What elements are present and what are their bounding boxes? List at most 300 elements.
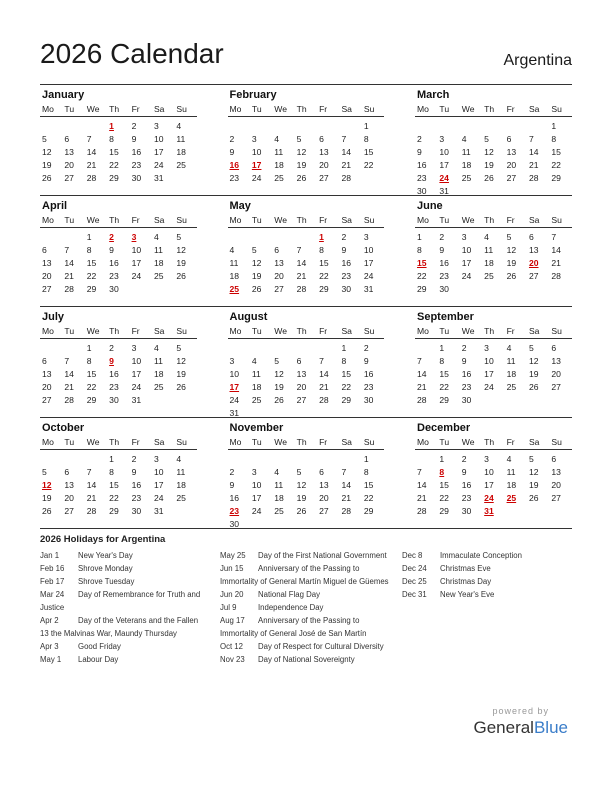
weekday-header: Tu: [62, 214, 84, 228]
holiday-item: [220, 601, 392, 614]
weekday-header: We: [460, 103, 482, 117]
empty-day: [228, 120, 250, 133]
day-cell: 3: [229, 356, 235, 366]
day-cell: 23: [229, 173, 240, 183]
day-cell: 27: [42, 395, 52, 405]
weekday-header: Tu: [250, 436, 272, 450]
day-cell: 2: [417, 134, 422, 144]
day-cell: 28: [341, 506, 352, 516]
day-cell: 10: [363, 245, 374, 255]
day-cell: 26: [251, 284, 262, 294]
day-cell: 7: [341, 467, 347, 477]
day-cell: 15: [363, 147, 374, 157]
day-cell: 12: [42, 147, 52, 157]
holiday-item: [40, 640, 210, 653]
holiday-date-label: Mar 24: [40, 590, 65, 599]
day-cell: 13: [42, 369, 52, 379]
empty-day: [415, 120, 437, 133]
day-cell: 3: [439, 134, 445, 144]
day-cell: 19: [176, 369, 186, 379]
day-cell: 13: [42, 258, 52, 268]
weekday-header: Su: [174, 214, 196, 228]
holiday-item: [402, 575, 572, 588]
weekday-header: Th: [295, 103, 317, 117]
day-cell: 21: [528, 160, 539, 170]
day-cell: 31: [131, 395, 142, 405]
empty-day: [62, 231, 84, 244]
day-cell: 13: [551, 467, 561, 477]
day-cell: 18: [461, 160, 472, 170]
day-cell: 17: [153, 480, 164, 490]
day-cell: 18: [274, 160, 284, 170]
day-cell: 27: [64, 173, 74, 183]
day-cell: 16: [363, 369, 374, 379]
weekday-header: Sa: [527, 214, 549, 228]
weekday-header: Fr: [317, 325, 339, 339]
day-cell: 21: [417, 493, 427, 503]
weekday-header: Mo: [415, 436, 437, 450]
day-cell: 10: [153, 467, 164, 477]
day-cell: 25: [153, 271, 164, 281]
day-cell: 24: [484, 382, 494, 392]
weekday-header: Th: [295, 436, 317, 450]
empty-day: [40, 453, 62, 466]
month-name: September: [417, 311, 474, 323]
holiday-date: 1: [319, 232, 324, 242]
empty-day: [250, 120, 272, 133]
weekday-header: Th: [107, 214, 129, 228]
day-cell: 14: [551, 245, 561, 255]
day-cell: 14: [86, 147, 97, 157]
day-cell: 26: [274, 395, 284, 405]
day-cell: 5: [274, 356, 280, 366]
day-cell: 18: [153, 258, 164, 268]
empty-day: [62, 120, 84, 133]
empty-day: [272, 231, 294, 244]
holiday-name: Labour Day: [78, 655, 119, 664]
day-cell: 7: [86, 467, 92, 477]
month-september: [415, 307, 572, 417]
day-cell: 6: [42, 245, 47, 255]
day-cell: 20: [551, 480, 561, 490]
day-cell: 31: [153, 173, 164, 183]
weekday-header: Su: [174, 325, 196, 339]
day-cell: 9: [109, 245, 114, 255]
day-cell: 5: [42, 467, 47, 477]
day-cell: 21: [417, 382, 427, 392]
day-cell: 8: [341, 356, 347, 366]
day-cell: 5: [296, 467, 302, 477]
day-cell: 25: [176, 493, 186, 503]
empty-day: [228, 231, 250, 244]
day-cell: 25: [506, 382, 517, 392]
weekday-header: Su: [362, 214, 384, 228]
weekday-header: We: [85, 436, 107, 450]
day-cell: 18: [506, 369, 517, 379]
day-cell: 28: [551, 271, 561, 281]
day-cell: 17: [251, 493, 262, 503]
month-may: [228, 196, 385, 306]
day-cell: 29: [417, 284, 427, 294]
day-cell: 29: [109, 506, 119, 516]
day-cell: 5: [176, 232, 182, 242]
weekday-header: Fr: [130, 214, 152, 228]
empty-day: [415, 342, 437, 355]
day-cell: 25: [251, 395, 262, 405]
day-cell: 14: [64, 369, 74, 379]
day-cell: 19: [42, 493, 52, 503]
holiday-item: [402, 562, 572, 575]
day-cell: 24: [251, 173, 262, 183]
empty-day: [295, 342, 317, 355]
day-cell: 22: [341, 382, 352, 392]
holiday-item: [220, 614, 392, 640]
day-cell: 11: [461, 147, 471, 157]
weekday-header: Sa: [152, 436, 174, 450]
day-cell: 7: [86, 134, 92, 144]
day-cell: 19: [296, 160, 307, 170]
day-cell: 10: [439, 147, 449, 157]
month-name: July: [42, 311, 65, 323]
day-cell: 12: [528, 356, 539, 366]
calendar-row: [40, 84, 572, 195]
day-cell: 26: [296, 173, 307, 183]
day-cell: 3: [153, 121, 159, 131]
day-cell: 4: [506, 343, 512, 353]
day-cell: 2: [131, 121, 137, 131]
day-cell: 12: [251, 258, 262, 268]
day-cell: 17: [461, 258, 472, 268]
day-cell: 13: [274, 258, 284, 268]
weekday-header: Th: [107, 436, 129, 450]
holiday-name: Day of Remembrance for Truth and Justice: [40, 590, 201, 612]
holiday-date: 2: [109, 232, 114, 242]
day-cell: 7: [64, 245, 70, 255]
day-cell: 27: [64, 506, 74, 516]
day-cell: 6: [64, 134, 70, 144]
day-cell: 22: [439, 493, 449, 503]
day-cell: 22: [363, 160, 374, 170]
day-cell: 8: [319, 245, 324, 255]
day-cell: 18: [176, 147, 186, 157]
holiday-name: Day of the Veterans and the Fallen: [78, 616, 199, 625]
weekday-header: Mo: [228, 214, 250, 228]
day-cell: 5: [251, 245, 257, 255]
day-cell: 4: [506, 454, 512, 464]
holiday-item: [402, 588, 572, 601]
empty-day: [62, 342, 84, 355]
day-cell: 6: [274, 245, 280, 255]
day-cell: 11: [506, 467, 516, 477]
day-cell: 30: [109, 284, 119, 294]
month-july: [40, 307, 197, 417]
day-cell: 2: [109, 343, 114, 353]
holiday-date: 24: [484, 493, 494, 503]
powered-by-text: powered by: [492, 706, 549, 716]
weekday-header: Fr: [505, 436, 527, 450]
weekday-header: Sa: [339, 214, 361, 228]
calendar-row: [40, 195, 572, 306]
weekday-header: Tu: [437, 103, 459, 117]
weekday-header: Sa: [339, 325, 361, 339]
calendar-row: [40, 306, 572, 417]
holiday-item: [220, 549, 392, 562]
day-cell: 27: [319, 506, 329, 516]
day-cell: 18: [506, 480, 517, 490]
holiday-item: [220, 562, 392, 588]
day-cell: 16: [417, 160, 427, 170]
day-cell: 28: [417, 506, 427, 516]
month-name: October: [42, 422, 85, 434]
day-cell: 21: [86, 493, 97, 503]
weekday-header: Th: [107, 325, 129, 339]
holiday-name: Independence Day: [258, 603, 324, 612]
day-cell: 8: [439, 356, 445, 366]
day-cell: 28: [86, 173, 97, 183]
country-name: Argentina: [503, 52, 572, 69]
weekday-header: We: [85, 325, 107, 339]
day-cell: 27: [551, 382, 561, 392]
holiday-name: Anniversary of the Passing to Immortality of General Martín Miguel de Güemes: [220, 564, 389, 586]
empty-day: [295, 231, 317, 244]
day-cell: 1: [551, 121, 557, 131]
holiday-date-label: Jul 9: [220, 603, 237, 612]
month-name: March: [417, 89, 450, 101]
day-cell: 2: [461, 343, 467, 353]
holiday-date-label: May 25: [220, 551, 246, 560]
weekday-header: Th: [295, 214, 317, 228]
day-cell: 18: [484, 258, 494, 268]
weekday-header: Mo: [228, 103, 250, 117]
day-cell: 11: [176, 467, 186, 477]
holiday-name: 13 the Malvinas War, Maundy Thursday: [40, 629, 177, 638]
weekday-header: Sa: [339, 436, 361, 450]
day-cell: 1: [363, 121, 369, 131]
day-cell: 27: [551, 493, 561, 503]
day-cell: 26: [176, 271, 186, 281]
empty-day: [295, 120, 317, 133]
holiday-date-label: Apr 3: [40, 642, 59, 651]
day-cell: 18: [229, 271, 240, 281]
day-cell: 31: [153, 506, 164, 516]
day-cell: 10: [251, 147, 262, 157]
day-cell: 20: [319, 493, 329, 503]
weekday-header: We: [85, 103, 107, 117]
day-cell: 21: [64, 382, 74, 392]
day-cell: 5: [528, 343, 534, 353]
day-cell: 25: [274, 173, 284, 183]
day-cell: 10: [229, 369, 240, 379]
day-cell: 25: [153, 382, 164, 392]
holiday-item: [40, 627, 210, 640]
weekday-header: We: [272, 436, 294, 450]
day-cell: 13: [506, 147, 517, 157]
day-cell: 17: [363, 258, 374, 268]
day-cell: 30: [439, 284, 449, 294]
day-cell: 8: [417, 245, 422, 255]
page-title: 2026 Calendar: [40, 38, 224, 69]
empty-day: [40, 231, 62, 244]
empty-day: [272, 453, 294, 466]
empty-day: [62, 453, 84, 466]
day-cell: 12: [176, 245, 186, 255]
holiday-date: 8: [439, 467, 445, 477]
holiday-name: Christmas Eve: [440, 564, 491, 573]
empty-day: [317, 453, 339, 466]
day-cell: 24: [461, 271, 472, 281]
holiday-item: [40, 588, 210, 614]
day-cell: 9: [131, 134, 137, 144]
brand-general: General: [473, 718, 534, 737]
holiday-name: Day of National Sovereignty: [258, 655, 355, 664]
day-cell: 26: [484, 173, 494, 183]
day-cell: 26: [506, 271, 517, 281]
day-cell: 14: [417, 369, 427, 379]
day-cell: 20: [42, 382, 52, 392]
empty-day: [40, 120, 62, 133]
weekday-header: Su: [549, 436, 571, 450]
empty-day: [85, 453, 107, 466]
day-cell: 27: [296, 395, 307, 405]
day-cell: 15: [439, 480, 449, 490]
day-cell: 9: [461, 467, 467, 477]
day-cell: 29: [86, 284, 97, 294]
day-cell: 5: [42, 134, 47, 144]
empty-day: [339, 120, 361, 133]
day-cell: 3: [461, 232, 467, 242]
weekday-header: Su: [549, 325, 571, 339]
holiday-date: 1: [109, 121, 114, 131]
day-cell: 26: [176, 382, 186, 392]
month-name: January: [42, 89, 85, 101]
empty-day: [317, 342, 339, 355]
day-cell: 5: [506, 232, 512, 242]
day-cell: 17: [484, 369, 494, 379]
day-cell: 28: [417, 395, 427, 405]
day-cell: 16: [131, 147, 142, 157]
day-cell: 3: [131, 343, 137, 353]
day-cell: 1: [109, 454, 114, 464]
day-cell: 14: [296, 258, 307, 268]
holiday-name: Good Friday: [78, 642, 121, 651]
day-cell: 29: [551, 173, 561, 183]
holiday-date: 16: [229, 160, 240, 170]
day-cell: 12: [176, 356, 186, 366]
day-cell: 6: [64, 467, 70, 477]
day-cell: 24: [229, 395, 240, 405]
holiday-date-label: Oct 12: [220, 642, 243, 651]
day-cell: 1: [86, 232, 92, 242]
day-cell: 3: [153, 454, 159, 464]
day-cell: 23: [341, 271, 352, 281]
day-cell: 26: [528, 382, 539, 392]
weekday-header: Tu: [250, 214, 272, 228]
day-cell: 2: [229, 467, 235, 477]
weekday-header: Th: [482, 436, 504, 450]
day-cell: 27: [42, 284, 52, 294]
day-cell: 3: [363, 232, 369, 242]
day-cell: 23: [131, 160, 142, 170]
holiday-name: New Year's Day: [78, 551, 133, 560]
holiday-date-label: Nov 23: [220, 655, 245, 664]
day-cell: 28: [296, 284, 307, 294]
weekday-header: We: [460, 325, 482, 339]
holiday-column: [220, 549, 392, 666]
day-cell: 19: [274, 382, 284, 392]
weekday-header: Fr: [317, 436, 339, 450]
day-cell: 30: [341, 284, 352, 294]
empty-day: [272, 342, 294, 355]
day-cell: 16: [341, 258, 352, 268]
day-cell: 7: [417, 356, 422, 366]
day-cell: 7: [296, 245, 302, 255]
day-cell: 16: [109, 369, 119, 379]
weekday-header: Su: [549, 214, 571, 228]
day-cell: 29: [439, 506, 449, 516]
day-cell: 16: [461, 369, 472, 379]
day-cell: 13: [319, 147, 329, 157]
day-cell: 14: [86, 480, 97, 490]
holiday-date: 9: [109, 356, 114, 366]
month-name: November: [229, 422, 284, 434]
weekday-header: Tu: [437, 325, 459, 339]
day-cell: 14: [528, 147, 539, 157]
holiday-list: [40, 534, 572, 666]
holiday-date-label: Feb 17: [40, 577, 65, 586]
weekday-header: Th: [107, 103, 129, 117]
day-cell: 16: [109, 258, 119, 268]
day-cell: 7: [417, 467, 422, 477]
weekday-header: Fr: [130, 436, 152, 450]
holiday-item: [220, 653, 392, 666]
day-cell: 22: [86, 382, 97, 392]
day-cell: 12: [296, 480, 307, 490]
day-cell: 1: [363, 454, 369, 464]
day-cell: 14: [64, 258, 74, 268]
day-cell: 26: [42, 506, 52, 516]
empty-day: [505, 120, 527, 133]
day-cell: 22: [109, 160, 119, 170]
day-cell: 14: [341, 147, 352, 157]
month-name: August: [229, 311, 268, 323]
day-cell: 11: [274, 480, 284, 490]
holiday-date: 15: [417, 258, 427, 268]
day-cell: 13: [296, 369, 307, 379]
holiday-name: New Year's Eve: [440, 590, 495, 599]
day-cell: 4: [153, 232, 159, 242]
weekday-header: Sa: [339, 103, 361, 117]
holiday-name: Shrove Monday: [78, 564, 133, 573]
empty-day: [85, 120, 107, 133]
weekday-header: Tu: [250, 103, 272, 117]
day-cell: 19: [42, 160, 52, 170]
empty-day: [415, 453, 437, 466]
day-cell: 12: [484, 147, 494, 157]
day-cell: 6: [551, 454, 557, 464]
weekday-header: We: [272, 214, 294, 228]
holiday-date-label: Dec 8: [402, 551, 423, 560]
empty-day: [317, 120, 339, 133]
day-cell: 29: [319, 284, 329, 294]
day-cell: 18: [274, 493, 284, 503]
day-cell: 3: [251, 467, 257, 477]
weekday-header: Su: [362, 103, 384, 117]
day-cell: 6: [551, 343, 557, 353]
day-cell: 20: [296, 382, 307, 392]
day-cell: 23: [439, 271, 449, 281]
holiday-item: [40, 562, 210, 575]
month-name: June: [417, 200, 443, 212]
